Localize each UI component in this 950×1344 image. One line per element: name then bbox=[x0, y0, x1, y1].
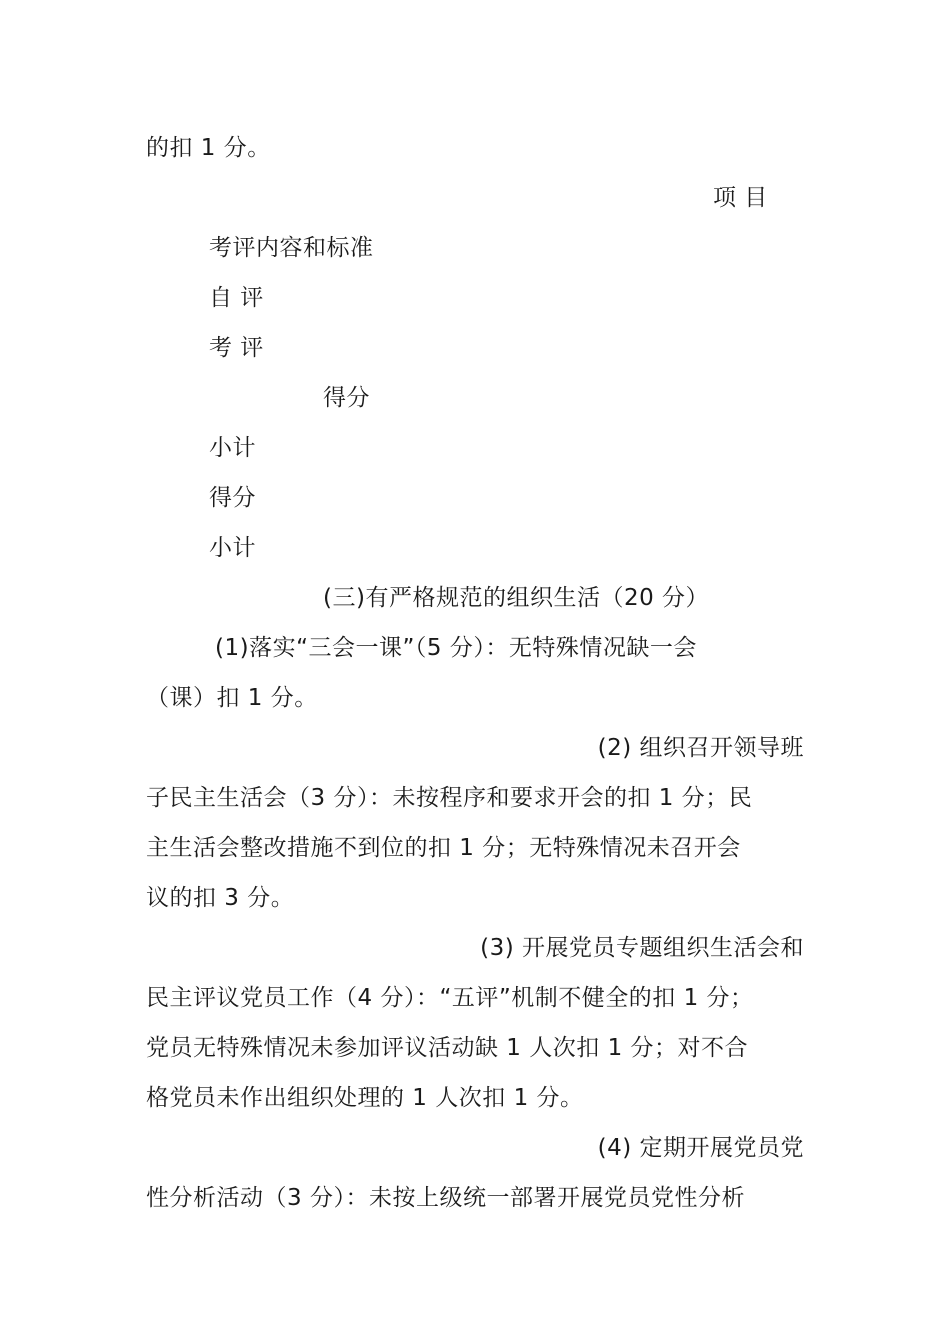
table-header-score: 得分 bbox=[323, 385, 370, 411]
table-header-self-eval: 自 评 bbox=[209, 285, 264, 311]
text-line: 主生活会整改措施不到位的扣 1 分；无特殊情况未召开会 bbox=[146, 835, 741, 861]
text-line: 议的扣 3 分。 bbox=[146, 885, 295, 911]
table-header-eval: 考 评 bbox=[209, 335, 264, 361]
text-line: (4) 定期开展党员党 bbox=[597, 1135, 804, 1161]
text-line: 性分析活动（3 分）：未按上级统一部署开展党员党性分析 bbox=[146, 1185, 745, 1211]
table-header-score: 得分 bbox=[209, 485, 256, 511]
text-line: 的扣 1 分。 bbox=[146, 135, 271, 161]
text-line: 民主评议党员工作（4 分）：“五评”机制不健全的扣 1 分； bbox=[146, 985, 754, 1011]
text-line: （课）扣 1 分。 bbox=[146, 685, 318, 711]
text-line: (3) 开展党员专题组织生活会和 bbox=[480, 935, 804, 961]
text-line: (1)落实“三会一课”（5 分）：无特殊情况缺一会 bbox=[215, 635, 697, 661]
table-header-subtotal: 小计 bbox=[209, 435, 256, 461]
table-header-content: 考评内容和标准 bbox=[209, 235, 374, 261]
table-header-item: 项 目 bbox=[713, 185, 768, 211]
text-line: (2) 组织召开领导班 bbox=[597, 735, 804, 761]
table-header-subtotal: 小计 bbox=[209, 535, 256, 561]
section-heading: (三)有严格规范的组织生活（20 分） bbox=[323, 585, 710, 611]
text-line: 格党员未作出组织处理的 1 人次扣 1 分。 bbox=[146, 1085, 584, 1111]
text-line: 党员无特殊情况未参加评议活动缺 1 人次扣 1 分；对不合 bbox=[146, 1035, 749, 1061]
text-line: 子民主生活会（3 分）：未按程序和要求开会的扣 1 分；民 bbox=[146, 785, 753, 811]
